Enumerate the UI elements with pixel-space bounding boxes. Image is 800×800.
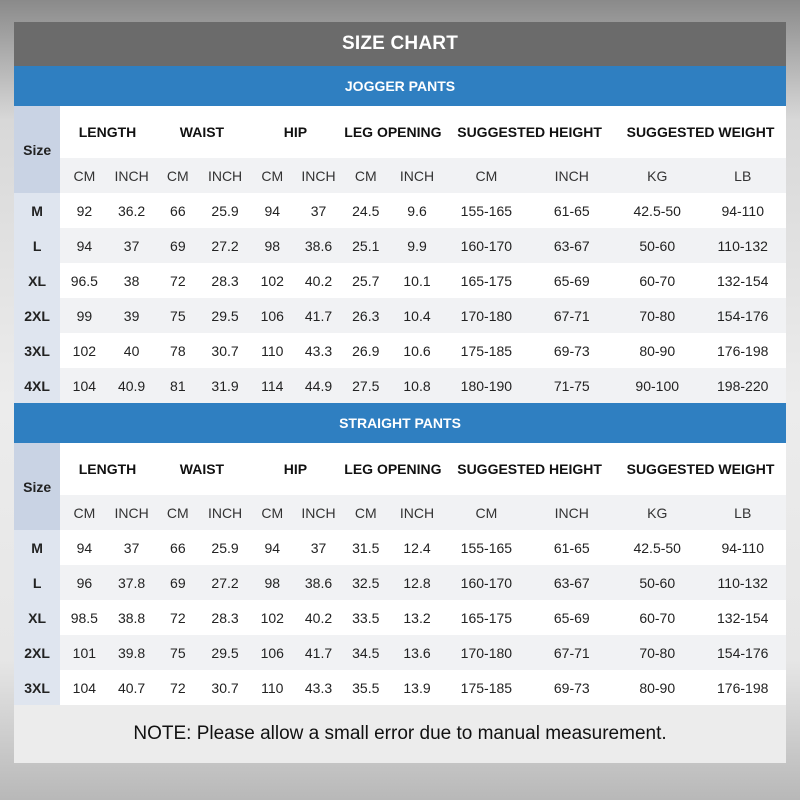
cell: 61-65 [529,193,615,228]
cell: 69-73 [529,333,615,368]
cell: 50-60 [615,228,699,263]
cell: 13.6 [390,635,444,670]
cell: 72 [155,263,201,298]
size-chart [14,22,786,800]
table-row [14,298,786,333]
cell: 170-180 [444,635,528,670]
cell: 104 [60,368,108,403]
cell: 110-132 [699,565,786,600]
cell: 98 [249,565,295,600]
cell: 72 [155,600,201,635]
unit-header: INCH [295,495,341,530]
cell: 94 [60,530,108,565]
cell: 37 [108,530,154,565]
cell: 92 [60,193,108,228]
cell: 50-60 [615,565,699,600]
cell: 37 [108,228,154,263]
cell: 80-90 [615,670,699,705]
cell: 69 [155,565,201,600]
unit-header: KG [615,158,699,193]
unit-header: INCH [390,158,444,193]
cell: 63-67 [529,228,615,263]
unit-header: INCH [108,495,154,530]
size-label: 3XL [14,333,60,368]
unit-header: KG [615,495,699,530]
cell: 176-198 [699,670,786,705]
cell: 29.5 [201,298,249,333]
group-header-suggested-weight: SUGGESTED WEIGHT [615,443,786,495]
group-header-hip: HIP [249,106,341,158]
group-header-length: LENGTH [60,443,154,495]
unit-header: CM [342,158,390,193]
size-label: XL [14,263,60,298]
table-row [14,670,786,705]
cell: 36.2 [108,193,154,228]
cell: 94 [249,530,295,565]
cell: 35.5 [342,670,390,705]
unit-header: INCH [529,158,615,193]
cell: 175-185 [444,333,528,368]
cell: 180-190 [444,368,528,403]
group-header-length: LENGTH [60,106,154,158]
cell: 104 [60,670,108,705]
size-label: L [14,565,60,600]
cell: 37 [295,530,341,565]
cell: 41.7 [295,298,341,333]
cell: 38 [108,263,154,298]
cell: 43.3 [295,333,341,368]
cell: 40.7 [108,670,154,705]
cell: 106 [249,635,295,670]
cell: 110-132 [699,228,786,263]
cell: 94 [249,193,295,228]
cell: 39.8 [108,635,154,670]
cell: 154-176 [699,635,786,670]
cell: 165-175 [444,263,528,298]
cell: 170-180 [444,298,528,333]
unit-header: CM [342,495,390,530]
cell: 28.3 [201,263,249,298]
cell: 69-73 [529,670,615,705]
size-label: 2XL [14,298,60,333]
table-row [14,530,786,565]
cell: 90-100 [615,368,699,403]
cell: 81 [155,368,201,403]
unit-header: INCH [108,158,154,193]
cell: 98 [249,228,295,263]
cell: 29.5 [201,635,249,670]
cell: 102 [249,600,295,635]
cell: 99 [60,298,108,333]
cell: 31.9 [201,368,249,403]
cell: 40.2 [295,263,341,298]
size-label: 3XL [14,670,60,705]
unit-header: INCH [390,495,444,530]
cell: 28.3 [201,600,249,635]
cell: 154-176 [699,298,786,333]
size-label: M [14,193,60,228]
measurement-note: NOTE: Please allow a small error due to manual measurement. [14,705,786,763]
cell: 114 [249,368,295,403]
cell: 25.9 [201,193,249,228]
cell: 33.5 [342,600,390,635]
cell: 30.7 [201,333,249,368]
cell: 38.8 [108,600,154,635]
unit-header: CM [444,158,528,193]
cell: 65-69 [529,600,615,635]
cell: 27.2 [201,565,249,600]
cell: 30.7 [201,670,249,705]
group-header-suggested-height: SUGGESTED HEIGHT [444,443,615,495]
unit-header: CM [444,495,528,530]
cell: 132-154 [699,600,786,635]
cell: 96.5 [60,263,108,298]
section-title-straight: STRAIGHT PANTS [14,403,786,443]
unit-header: CM [249,158,295,193]
table-row [14,635,786,670]
cell: 9.9 [390,228,444,263]
cell: 43.3 [295,670,341,705]
straight-size-table [14,443,786,705]
cell: 27.2 [201,228,249,263]
cell: 40.9 [108,368,154,403]
cell: 24.5 [342,193,390,228]
cell: 176-198 [699,333,786,368]
cell: 110 [249,670,295,705]
cell: 60-70 [615,600,699,635]
cell: 10.6 [390,333,444,368]
cell: 160-170 [444,565,528,600]
size-label: L [14,228,60,263]
cell: 110 [249,333,295,368]
cell: 155-165 [444,530,528,565]
cell: 71-75 [529,368,615,403]
cell: 75 [155,635,201,670]
cell: 10.8 [390,368,444,403]
cell: 31.5 [342,530,390,565]
cell: 102 [60,333,108,368]
unit-header: INCH [295,158,341,193]
cell: 165-175 [444,600,528,635]
cell: 34.5 [342,635,390,670]
cell: 66 [155,530,201,565]
cell: 94-110 [699,530,786,565]
cell: 66 [155,193,201,228]
cell: 63-67 [529,565,615,600]
page-title: SIZE CHART [14,22,786,66]
unit-header: CM [60,495,108,530]
cell: 94-110 [699,193,786,228]
cell: 38.6 [295,228,341,263]
unit-header: INCH [201,495,249,530]
cell: 42.5-50 [615,193,699,228]
cell: 25.1 [342,228,390,263]
cell: 44.9 [295,368,341,403]
cell: 155-165 [444,193,528,228]
cell: 41.7 [295,635,341,670]
cell: 12.4 [390,530,444,565]
unit-header: CM [60,158,108,193]
unit-header: CM [155,495,201,530]
unit-header: INCH [201,158,249,193]
group-header-waist: WAIST [155,443,249,495]
cell: 42.5-50 [615,530,699,565]
cell: 9.6 [390,193,444,228]
cell: 75 [155,298,201,333]
size-label: XL [14,600,60,635]
group-header-waist: WAIST [155,106,249,158]
size-column-header: Size [14,106,60,193]
cell: 61-65 [529,530,615,565]
cell: 101 [60,635,108,670]
cell: 10.4 [390,298,444,333]
unit-header: CM [155,158,201,193]
cell: 106 [249,298,295,333]
size-label: 4XL [14,368,60,403]
cell: 78 [155,333,201,368]
size-label: M [14,530,60,565]
cell: 69 [155,228,201,263]
cell: 13.2 [390,600,444,635]
cell: 67-71 [529,298,615,333]
table-row [14,600,786,635]
table-row [14,263,786,298]
cell: 175-185 [444,670,528,705]
group-header-suggested-height: SUGGESTED HEIGHT [444,106,615,158]
cell: 94 [60,228,108,263]
group-header-leg-opening: LEG OPENING [342,443,445,495]
jogger-size-table [14,106,786,403]
group-header-suggested-weight: SUGGESTED WEIGHT [615,106,786,158]
unit-header: LB [699,158,786,193]
unit-header: INCH [529,495,615,530]
group-header-leg-opening: LEG OPENING [342,106,445,158]
cell: 40.2 [295,600,341,635]
cell: 12.8 [390,565,444,600]
size-column-header: Size [14,443,60,530]
cell: 160-170 [444,228,528,263]
cell: 10.1 [390,263,444,298]
cell: 25.9 [201,530,249,565]
cell: 26.3 [342,298,390,333]
unit-header: CM [249,495,295,530]
cell: 27.5 [342,368,390,403]
unit-header: LB [699,495,786,530]
table-row [14,333,786,368]
cell: 65-69 [529,263,615,298]
cell: 70-80 [615,298,699,333]
table-row [14,193,786,228]
cell: 72 [155,670,201,705]
cell: 198-220 [699,368,786,403]
cell: 32.5 [342,565,390,600]
cell: 132-154 [699,263,786,298]
cell: 102 [249,263,295,298]
table-row [14,228,786,263]
size-label: 2XL [14,635,60,670]
cell: 80-90 [615,333,699,368]
table-row [14,368,786,403]
cell: 39 [108,298,154,333]
cell: 37.8 [108,565,154,600]
cell: 25.7 [342,263,390,298]
cell: 13.9 [390,670,444,705]
cell: 37 [295,193,341,228]
cell: 70-80 [615,635,699,670]
cell: 98.5 [60,600,108,635]
cell: 40 [108,333,154,368]
table-row [14,565,786,600]
cell: 26.9 [342,333,390,368]
group-header-hip: HIP [249,443,341,495]
cell: 60-70 [615,263,699,298]
cell: 38.6 [295,565,341,600]
cell: 96 [60,565,108,600]
cell: 67-71 [529,635,615,670]
section-title-jogger: JOGGER PANTS [14,66,786,106]
